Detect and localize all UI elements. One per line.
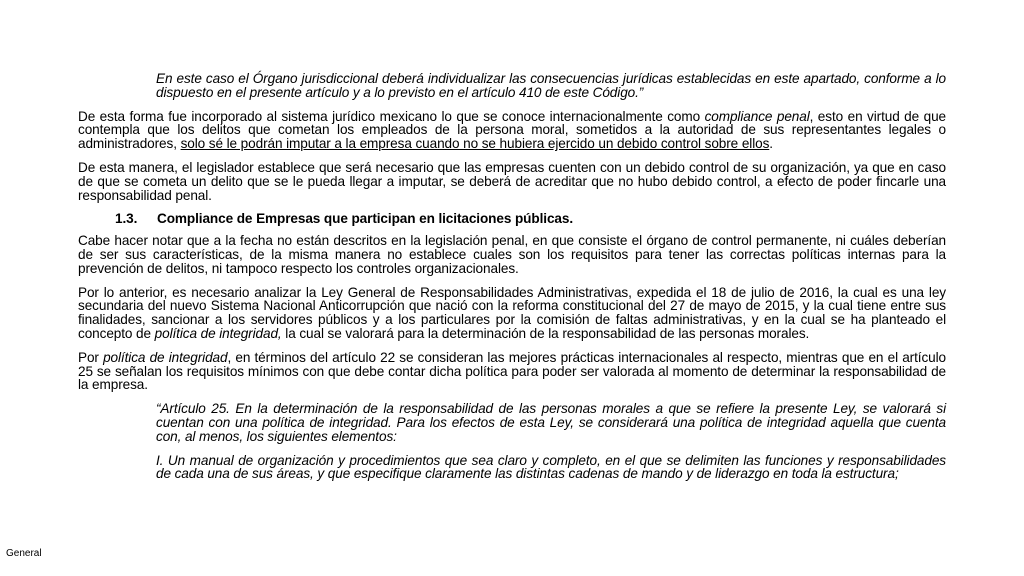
paragraph-ley-general bbox=[78, 286, 946, 341]
italic-term: política de integridad bbox=[103, 349, 228, 365]
section-number: 1.3. bbox=[115, 211, 138, 227]
document-body bbox=[78, 72, 946, 491]
italic-term: política de integridad, bbox=[154, 325, 282, 341]
text-run: , esto en virtud de que contempla que los delitos que cometan los empleados de la persona moral, sometidos a la autoridad de sus representantes legales o administradores, bbox=[78, 108, 946, 152]
text-run: De esta forma fue incorporado al sistema jurídico mexicano lo que se conoce internacionalmente como bbox=[78, 108, 705, 124]
paragraph-compliance-penal bbox=[78, 110, 946, 151]
text-run: . bbox=[769, 136, 773, 152]
quote-paragraph-1: En este caso el Órgano jurisdiccional deberá individualizar las consecuencias jurídicas establecidas en este apartado, conforme a lo dispuesto en el presente artículo y a lo previsto en el artículo 410 de este Código.” bbox=[156, 71, 946, 100]
quote-fraccion-i: I. Un manual de organización y procedimientos que sea claro y completo, en el que se delimiten las funciones y responsabilidades de cada una de sus áreas, y que especifique claramente las distintas cadenas de mando y de liderazgo en toda la estructura; bbox=[156, 452, 946, 482]
text-run: Por lo anterior, es necesario analizar la Ley General de Responsabilidades Administrativas, expedida el 18 de julio de 2016, la cual es una ley secundaria del nuevo Sistema Nacional Anticorrupción que nació con la reforma constitucional del 27 de mayo de 2015, y la cual tiene entre sus finalidades, sancionar a los servidores públicos y a los particulares por la comisión de faltas administrativas, y en la cual se ha planteado el concepto de bbox=[78, 284, 946, 341]
paragraph-cabe-hacer-notar: Cabe hacer notar que a la fecha no están descritos en la legislación penal, en que consiste el órgano de control permanente, ni cuáles deberían de ser sus características, de la misma manera no establece cuales son los requisitos para tener las correctas políticas internas para la prevención de delitos, ni tampoco respecto los controles organizacionales. bbox=[78, 233, 946, 276]
paragraph-politica-integridad bbox=[78, 351, 946, 392]
quote-articulo-25: “Artículo 25. En la determinación de la responsabilidad de las personas morales a que se refiere la presente Ley, se valorará si cuentan con una política de integridad. Para los efectos de esta Ley, se considerará una política de integridad aquella que cuenta con, al menos, los siguientes elementos: bbox=[156, 401, 946, 444]
text-run: , en términos del artículo 22 se consideran las mejores prácticas internacionales al respecto, mientras que en el artículo 25 se señalan los requisitos mínimos con que debe contar dicha política para poder ser valorada al momento de determinar la responsabilidad de la empresa. bbox=[78, 349, 946, 393]
paragraph-legislador: De esta manera, el legislador establece que será necesario que las empresas cuenten con un debido control de su organización, ya que en caso de que se cometa un delito que se le pueda llegar a imputar, se deberá de acreditar que no hubo debido control, a efecto de poder fincarle una responsabilidad penal. bbox=[78, 159, 946, 203]
classification-label: General bbox=[6, 548, 42, 559]
text-run: Por bbox=[78, 349, 104, 365]
section-heading bbox=[115, 212, 946, 226]
italic-term: compliance penal bbox=[704, 108, 810, 124]
section-title: Compliance de Empresas que participan en licitaciones públicas. bbox=[157, 211, 573, 227]
underlined-text: solo sé le podrán imputar a la empresa cuando no se hubiera ejercido un debido control sobre ellos bbox=[180, 136, 770, 152]
text-run: la cual se valorará para la determinación de la responsabilidad de las personas morales. bbox=[281, 325, 810, 341]
